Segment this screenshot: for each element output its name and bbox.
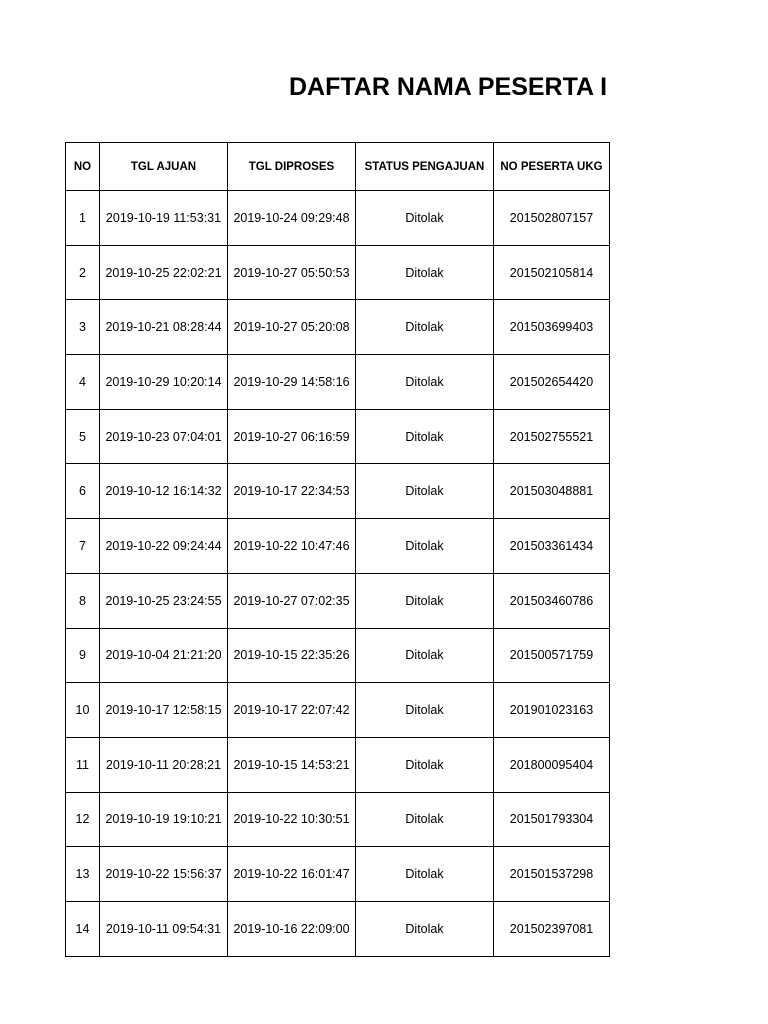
cell-no: 5: [66, 409, 100, 464]
cell-no: 11: [66, 737, 100, 792]
cell-no: 2: [66, 245, 100, 300]
cell-status-pengajuan: Ditolak: [356, 737, 494, 792]
table-row: [66, 245, 610, 300]
table-header-row: [66, 143, 610, 191]
cell-tgl-ajuan: 2019-10-19 11:53:31: [100, 191, 228, 246]
cell-no-peserta-ukg: 201503361434: [494, 519, 610, 574]
cell-no-peserta-ukg: 201502654420: [494, 355, 610, 410]
cell-tgl-ajuan: 2019-10-11 20:28:21: [100, 737, 228, 792]
table-row: [66, 519, 610, 574]
cell-tgl-diproses: 2019-10-15 22:35:26: [228, 628, 356, 683]
cell-tgl-diproses: 2019-10-27 05:20:08: [228, 300, 356, 355]
table-row: [66, 628, 610, 683]
cell-no-peserta-ukg: 201800095404: [494, 737, 610, 792]
cell-tgl-ajuan: 2019-10-17 12:58:15: [100, 683, 228, 738]
column-header-status-pengajuan: STATUS PENGAJUAN: [356, 143, 494, 191]
cell-status-pengajuan: Ditolak: [356, 245, 494, 300]
cell-status-pengajuan: Ditolak: [356, 300, 494, 355]
cell-tgl-diproses: 2019-10-27 05:50:53: [228, 245, 356, 300]
table-body: [66, 191, 610, 957]
column-header-no: NO: [66, 143, 100, 191]
cell-no-peserta-ukg: 201503460786: [494, 573, 610, 628]
page-title: DAFTAR NAMA PESERTA I: [289, 73, 608, 101]
cell-tgl-ajuan: 2019-10-21 08:28:44: [100, 300, 228, 355]
cell-tgl-ajuan: 2019-10-25 22:02:21: [100, 245, 228, 300]
table-row: [66, 683, 610, 738]
cell-no-peserta-ukg: 201901023163: [494, 683, 610, 738]
cell-tgl-ajuan: 2019-10-23 07:04:01: [100, 409, 228, 464]
cell-tgl-diproses: 2019-10-27 06:16:59: [228, 409, 356, 464]
cell-tgl-diproses: 2019-10-22 10:30:51: [228, 792, 356, 847]
cell-no: 8: [66, 573, 100, 628]
cell-tgl-diproses: 2019-10-16 22:09:00: [228, 901, 356, 956]
cell-tgl-ajuan: 2019-10-19 19:10:21: [100, 792, 228, 847]
cell-tgl-ajuan: 2019-10-29 10:20:14: [100, 355, 228, 410]
cell-no-peserta-ukg: 201503699403: [494, 300, 610, 355]
cell-no-peserta-ukg: 201502807157: [494, 191, 610, 246]
cell-status-pengajuan: Ditolak: [356, 901, 494, 956]
participants-table: [65, 142, 610, 957]
table-row: [66, 355, 610, 410]
cell-no-peserta-ukg: 201502755521: [494, 409, 610, 464]
cell-tgl-diproses: 2019-10-17 22:07:42: [228, 683, 356, 738]
cell-tgl-ajuan: 2019-10-12 16:14:32: [100, 464, 228, 519]
column-header-tgl-ajuan: TGL AJUAN: [100, 143, 228, 191]
cell-status-pengajuan: Ditolak: [356, 573, 494, 628]
cell-status-pengajuan: Ditolak: [356, 519, 494, 574]
cell-no: 12: [66, 792, 100, 847]
cell-status-pengajuan: Ditolak: [356, 464, 494, 519]
cell-status-pengajuan: Ditolak: [356, 409, 494, 464]
cell-status-pengajuan: Ditolak: [356, 683, 494, 738]
cell-tgl-ajuan: 2019-10-22 15:56:37: [100, 847, 228, 902]
table-row: [66, 300, 610, 355]
cell-status-pengajuan: Ditolak: [356, 191, 494, 246]
table-row: [66, 409, 610, 464]
table-row: [66, 191, 610, 246]
table-row: [66, 573, 610, 628]
table-row: [66, 901, 610, 956]
cell-no-peserta-ukg: 201501793304: [494, 792, 610, 847]
column-header-no-peserta-ukg: NO PESERTA UKG: [494, 143, 610, 191]
table-row: [66, 847, 610, 902]
table-row: [66, 737, 610, 792]
cell-no: 13: [66, 847, 100, 902]
table-row: [66, 464, 610, 519]
cell-tgl-ajuan: 2019-10-25 23:24:55: [100, 573, 228, 628]
cell-no: 7: [66, 519, 100, 574]
column-header-tgl-diproses: TGL DIPROSES: [228, 143, 356, 191]
cell-status-pengajuan: Ditolak: [356, 847, 494, 902]
cell-no-peserta-ukg: 201502105814: [494, 245, 610, 300]
cell-status-pengajuan: Ditolak: [356, 355, 494, 410]
cell-no: 4: [66, 355, 100, 410]
cell-no: 9: [66, 628, 100, 683]
cell-no: 1: [66, 191, 100, 246]
cell-status-pengajuan: Ditolak: [356, 628, 494, 683]
cell-no-peserta-ukg: 201503048881: [494, 464, 610, 519]
table-row: [66, 792, 610, 847]
cell-status-pengajuan: Ditolak: [356, 792, 494, 847]
cell-tgl-diproses: 2019-10-22 10:47:46: [228, 519, 356, 574]
cell-tgl-diproses: 2019-10-27 07:02:35: [228, 573, 356, 628]
cell-no: 6: [66, 464, 100, 519]
cell-no: 10: [66, 683, 100, 738]
cell-tgl-ajuan: 2019-10-04 21:21:20: [100, 628, 228, 683]
cell-tgl-diproses: 2019-10-29 14:58:16: [228, 355, 356, 410]
cell-no: 14: [66, 901, 100, 956]
cell-tgl-ajuan: 2019-10-22 09:24:44: [100, 519, 228, 574]
cell-tgl-ajuan: 2019-10-11 09:54:31: [100, 901, 228, 956]
cell-no: 3: [66, 300, 100, 355]
cell-tgl-diproses: 2019-10-22 16:01:47: [228, 847, 356, 902]
cell-no-peserta-ukg: 201501537298: [494, 847, 610, 902]
cell-tgl-diproses: 2019-10-15 14:53:21: [228, 737, 356, 792]
cell-no-peserta-ukg: 201500571759: [494, 628, 610, 683]
cell-tgl-diproses: 2019-10-17 22:34:53: [228, 464, 356, 519]
cell-no-peserta-ukg: 201502397081: [494, 901, 610, 956]
cell-tgl-diproses: 2019-10-24 09:29:48: [228, 191, 356, 246]
